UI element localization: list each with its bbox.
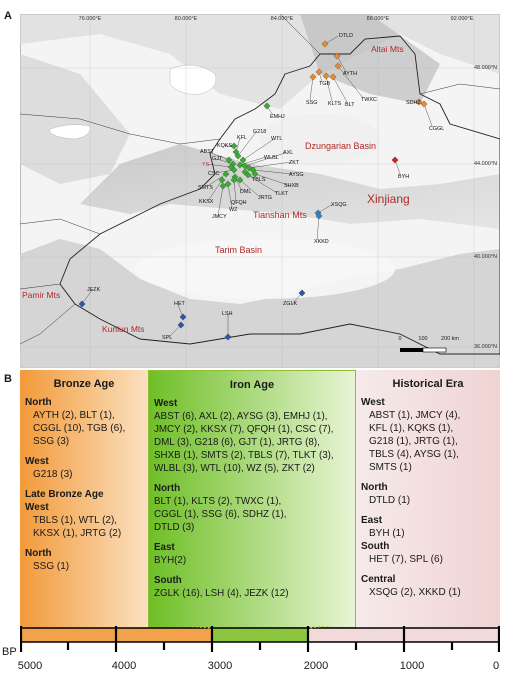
site-label-kfl: KFL xyxy=(237,135,247,141)
site-label-emhj: EMHJ xyxy=(270,114,285,120)
site-label-dml: DML xyxy=(240,189,252,195)
scale-mid: 100 xyxy=(418,336,428,342)
site-label-byh: BYH xyxy=(398,174,410,180)
site-label-zglk: ZGLK xyxy=(283,301,298,307)
lon-label: 76.000°E xyxy=(78,16,102,22)
site-label-jmcy: JMCY xyxy=(212,214,227,220)
hist-north-heading: North xyxy=(361,482,388,493)
iron-age-column xyxy=(148,370,356,628)
timeline-bar xyxy=(20,626,500,660)
hist-west-item: SMTS (1) xyxy=(369,462,412,473)
lon-label: 80.000°E xyxy=(174,16,198,22)
bronze-west-heading: West xyxy=(25,456,49,467)
hist-north-item: DTLD (1) xyxy=(369,495,411,506)
bronze-north-item: SSG (3) xyxy=(33,436,70,447)
site-label-gjt: GJT xyxy=(212,156,223,162)
site-label-shxb: SHXB xyxy=(284,183,299,189)
hist-south-heading: South xyxy=(361,541,390,552)
site-label-ayth: AYTH xyxy=(343,71,357,77)
hist-central-item: XSQG (2), XKKD (1) xyxy=(369,587,461,598)
site-label-tgb: TGB xyxy=(319,81,331,87)
iron-north-heading: North xyxy=(154,483,181,494)
hist-west-item: G218 (1), JRTG (1), xyxy=(369,436,458,447)
hist-central-heading: Central xyxy=(361,574,396,585)
site-label-zkt: ZKT xyxy=(289,160,300,166)
bronze-west-item: G218 (3) xyxy=(33,469,73,480)
timeline-tick-label: 1000 xyxy=(399,660,425,672)
hist-south-item: HET (7), SPL (6) xyxy=(369,554,443,565)
lon-label: 88.000°E xyxy=(366,16,390,22)
site-label-tlkt: TLKT xyxy=(275,191,289,197)
iron-west-item: JMCY (2), KKSX (7), QFQH (1), CSC (7), xyxy=(154,424,334,435)
region-pamir: Pamir Mts xyxy=(22,290,61,300)
timeline-tick-label: 5000 xyxy=(17,660,43,672)
site-label-wlbl: WLBL xyxy=(264,155,279,161)
map-panel xyxy=(20,14,500,368)
iron-west-heading: West xyxy=(154,398,178,409)
region-xinjiang: Xinjiang xyxy=(367,192,410,206)
historical-era-column xyxy=(356,370,500,628)
hist-west-item: TBLS (4), AYSG (1), xyxy=(369,449,459,460)
region-dzungarian: Dzungarian Basin xyxy=(305,141,377,151)
hist-east-heading: East xyxy=(361,515,383,526)
late-bronze-north-heading: North xyxy=(25,548,52,559)
hist-west-item: ABST (1), JMCY (4), xyxy=(369,410,461,421)
scale-zero: 0 xyxy=(398,336,402,342)
tarim-basin-area xyxy=(135,239,395,299)
historical-title: Historical Era xyxy=(392,378,464,390)
lon-label: 92.000°E xyxy=(450,16,474,22)
site-label-ys: YS xyxy=(202,162,210,168)
timeline xyxy=(2,626,500,682)
late-bronze-heading: Late Bronze Age xyxy=(25,489,104,500)
site-label-axl: AXL xyxy=(283,150,294,156)
site-label-abst: ABST xyxy=(200,149,215,155)
bronze-north-item: CGGL (10), TGB (6), xyxy=(33,423,126,434)
bronze-north-heading: North xyxy=(25,397,52,408)
timeline-tick-label: 3000 xyxy=(207,660,233,672)
panel-b-letter: B xyxy=(4,373,12,385)
site-label-aysg: AYSG xyxy=(289,172,304,178)
site-label-het: HET xyxy=(174,301,185,307)
late-bronze-west-heading: West xyxy=(25,502,49,513)
iron-south-item: ZGLK (16), LSH (4), JEZK (12) xyxy=(154,588,289,599)
site-label-sdhz: SDHZ xyxy=(406,100,421,106)
site-label-csc: CSC xyxy=(208,171,220,177)
bronze-age-column xyxy=(20,370,148,628)
hist-west-heading: West xyxy=(361,397,385,408)
site-label-qfqh: QFQH xyxy=(231,200,247,206)
iron-north-item: DTLD (3) xyxy=(154,522,195,533)
site-label-xkkd: XKKD xyxy=(314,239,329,245)
iron-west-item: DML (3), G218 (6), GJT (1), JRTG (8), xyxy=(154,437,320,448)
site-label-cggl: CGGL xyxy=(429,126,445,132)
site-label-jezk: JEZK xyxy=(87,287,101,293)
iron-north-item: BLT (1), KLTS (2), TWXC (1), xyxy=(154,496,282,507)
timeline-iron-segment xyxy=(212,628,308,642)
lat-label: 36.000°N xyxy=(474,344,497,350)
panel-a-letter: A xyxy=(4,10,12,22)
site-label-spl: SPL xyxy=(162,335,173,341)
site-label-klts: KLTS xyxy=(328,101,342,107)
site-label-dtld: DTLD xyxy=(339,33,354,39)
site-label-tbls: TBLS xyxy=(252,177,266,183)
iron-west-item: ABST (6), AXL (2), AYSG (3), EMHJ (1), xyxy=(154,411,328,422)
iron-south-heading: South xyxy=(154,575,182,586)
site-label-xsqg: XSQG xyxy=(331,202,347,208)
region-altai: Altai Mts xyxy=(371,44,404,54)
bronze-north-item: AYTH (2), BLT (1), xyxy=(33,410,115,421)
iron-east-item: BYH(2) xyxy=(154,555,187,566)
lat-label: 44.000°N xyxy=(474,161,497,167)
hist-west-item: KFL (1), KQKS (1), xyxy=(369,423,454,434)
iron-west-item: WLBL (3), WTL (10), WZ (5), ZKT (2) xyxy=(154,463,315,474)
timeline-tick-label: 2000 xyxy=(303,660,329,672)
iron-north-item: CGGL (1), SSG (6), SDHZ (1), xyxy=(154,509,287,520)
lon-label: 84.000°E xyxy=(270,16,294,22)
timeline-tick-label: 4000 xyxy=(111,660,137,672)
scale-end: 200 km xyxy=(440,336,460,342)
iron-title: Iron Age xyxy=(229,379,275,391)
timeline-unit: BP xyxy=(2,646,17,658)
hist-east-item: BYH (1) xyxy=(369,528,405,539)
era-panel xyxy=(20,370,500,628)
lat-label: 40.000°N xyxy=(474,254,497,260)
iron-east-heading: East xyxy=(154,542,175,553)
site-label-blt: BLT xyxy=(345,102,355,108)
site-label-wz: WZ xyxy=(229,207,238,213)
late-bronze-north-item: SSG (1) xyxy=(33,561,70,572)
scale-bar xyxy=(400,348,446,352)
region-kunlun: Kunlun Mts xyxy=(102,324,145,334)
site-label-g218: G218 xyxy=(253,129,267,135)
site-label-twxc: TWXC xyxy=(361,97,377,103)
site-label-kksx: KKSX xyxy=(199,199,214,205)
iron-west-item: SHXB (1), SMTS (2), TBLS (7), TLKT (3), xyxy=(154,450,334,461)
late-bronze-west-item: KKSX (1), JRTG (2) xyxy=(33,528,122,539)
region-tianshan: Tianshan Mts xyxy=(253,210,307,220)
site-label-wtl: WTL xyxy=(271,136,283,142)
region-tarim: Tarim Basin xyxy=(215,245,263,255)
site-label-lsh: LSH xyxy=(222,311,233,317)
lat-label: 48.000°N xyxy=(474,65,497,71)
timeline-tick-label: 0 xyxy=(492,660,500,672)
terrain-map xyxy=(20,14,500,368)
site-label-kqks: KQKS xyxy=(217,143,232,149)
late-bronze-west-item: TBLS (1), WTL (2), xyxy=(33,515,118,526)
bronze-title: Bronze Age xyxy=(53,378,115,390)
site-label-ssg: SSG xyxy=(306,100,318,106)
site-label-jrtg: JRTG xyxy=(258,195,272,201)
site-label-smts: SMTS xyxy=(198,185,213,191)
